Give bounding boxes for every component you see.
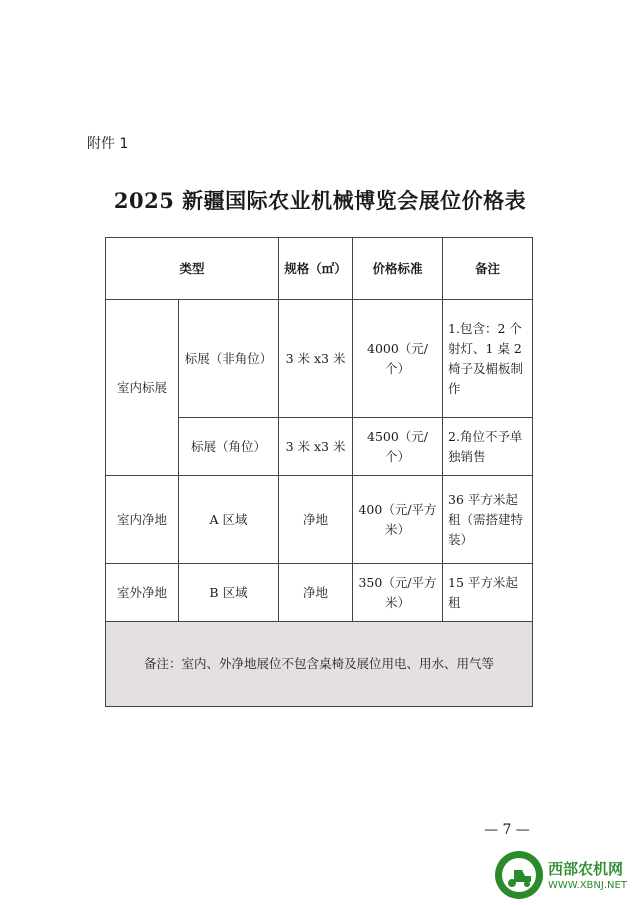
sub-cell: A 区域 [179,476,279,564]
category-cell: 室外净地 [106,564,179,622]
spec-cell: 净地 [279,476,353,564]
category-cell: 室内标展 [106,300,179,476]
watermark-logo-icon [494,850,544,900]
remark-cell: 36 平方米起租（需搭建特装） [443,476,533,564]
header-price: 价格标准 [353,238,443,300]
table-row [106,300,533,418]
watermark-name-cn: 西部农机网 [548,860,624,878]
note-row [106,622,533,707]
remark-cell: 2.角位不予单独销售 [443,418,533,476]
price-table [105,237,533,707]
spec-cell: 3 米 x3 米 [279,300,353,418]
spec-cell: 3 米 x3 米 [279,418,353,476]
header-spec: 规格（㎡） [279,238,353,300]
header-remark: 备注 [443,238,533,300]
category-cell: 室内净地 [106,476,179,564]
note-cell: 备注：室内、外净地展位不包含桌椅及展位用电、用水、用气等 [106,622,533,707]
sub-cell: 标展（角位） [179,418,279,476]
attachment-label: 附件 1 [87,136,129,152]
sub-cell: B 区域 [179,564,279,622]
spec-cell: 净地 [279,564,353,622]
price-cell: 4000（元/个） [353,300,443,418]
page-title: 2025 新疆国际农业机械博览会展位价格表 [113,188,527,213]
watermark-name-en: WWW.XBNJ.NET [548,880,627,891]
table-row [106,564,533,622]
price-cell: 400（元/平方米） [353,476,443,564]
sub-cell: 标展（非角位） [179,300,279,418]
table-header-row [106,238,533,300]
remark-cell: 15 平方米起租 [443,564,533,622]
header-type: 类型 [106,238,279,300]
price-cell: 350（元/平方米） [353,564,443,622]
price-cell: 4500（元/个） [353,418,443,476]
remark-cell: 1.包含：2 个射灯、1 桌 2 椅子及楣板制作 [443,300,533,418]
table-row [106,476,533,564]
page-number: — 7 — [484,822,530,838]
